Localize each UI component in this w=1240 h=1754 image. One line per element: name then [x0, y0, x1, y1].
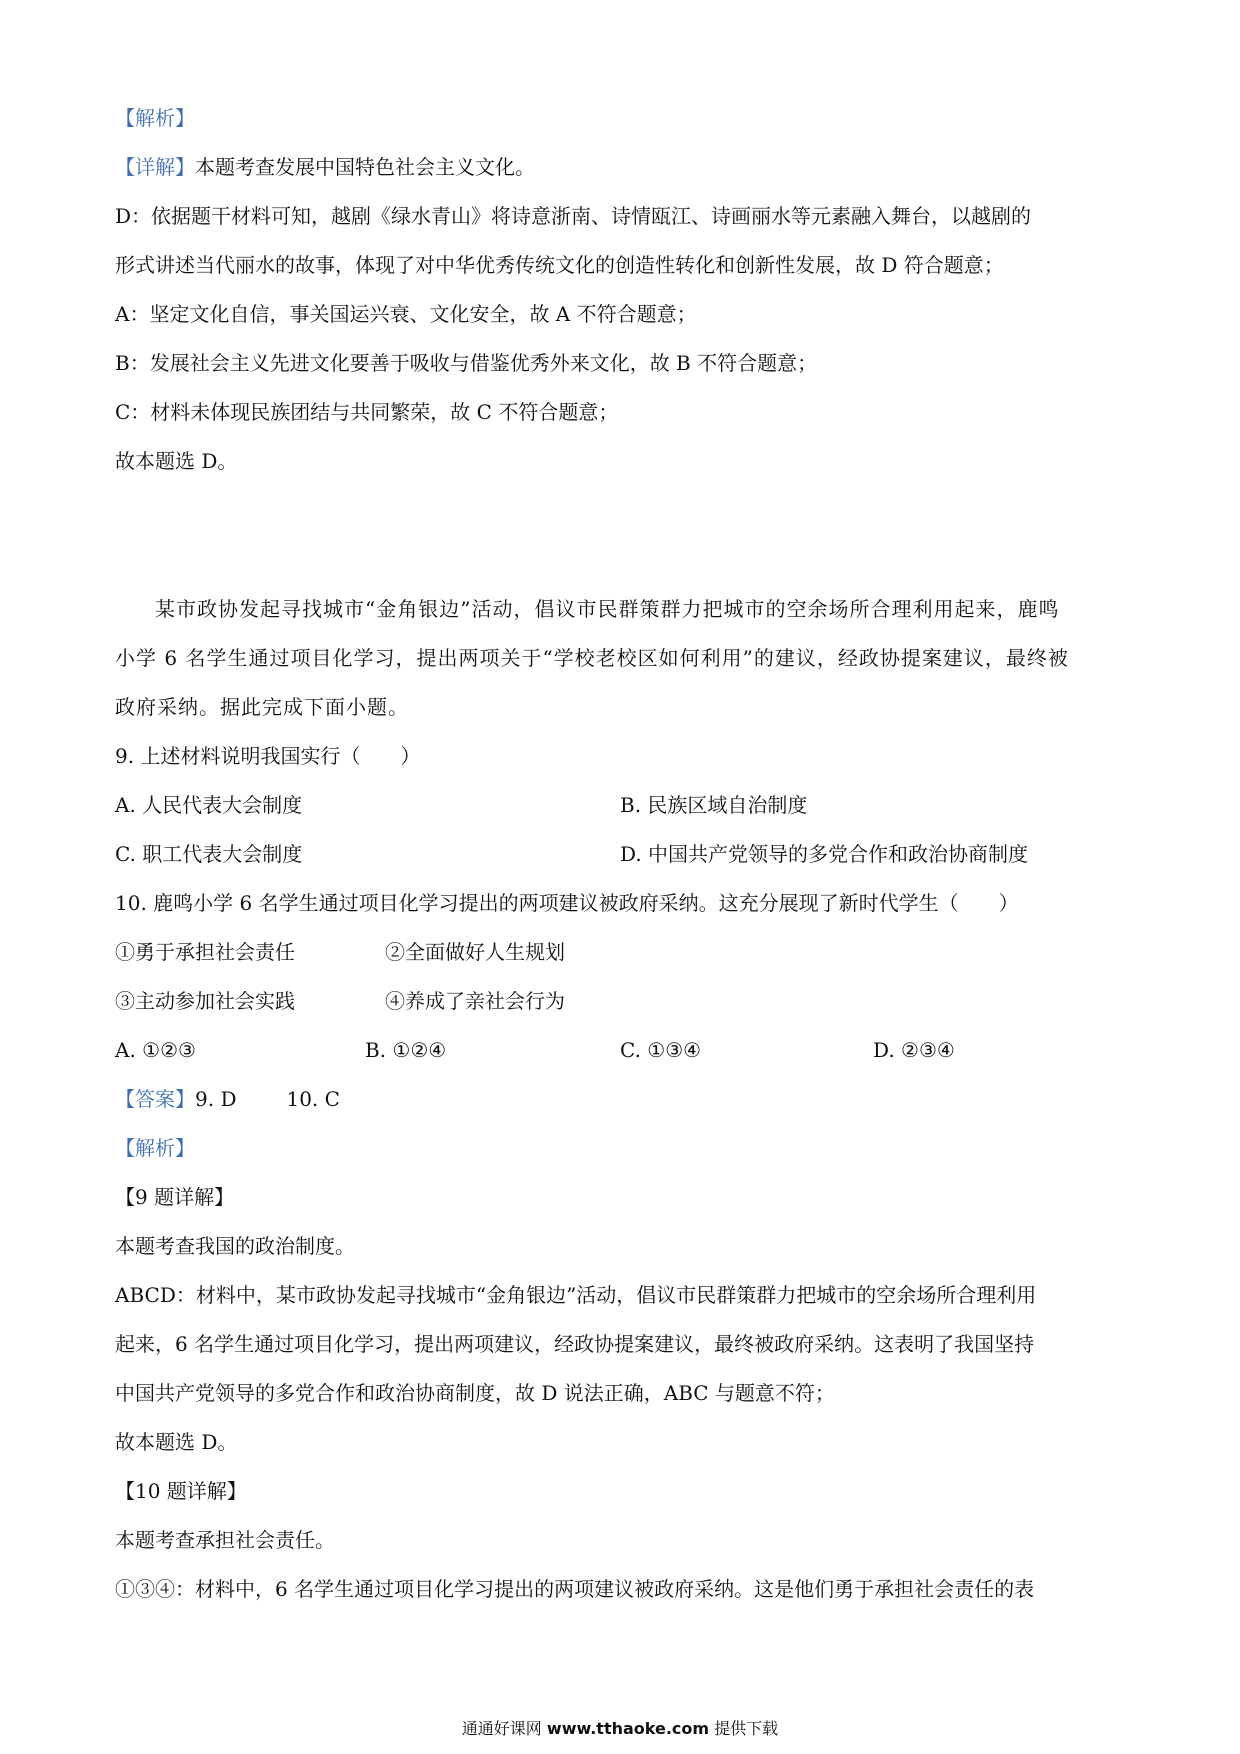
q9-topic: 本题考查我国的政治制度。 — [115, 1234, 355, 1258]
q10-topic: 本题考查承担社会责任。 — [115, 1528, 335, 1552]
q10-option-b: B. ①②④ — [365, 1038, 447, 1062]
q9-conclusion: 故本题选 D。 — [115, 1430, 238, 1454]
option-a-explanation: A：坚定文化自信，事关国运兴衰、文化安全，故 A 不符合题意； — [115, 302, 697, 326]
q10-item-3: ③主动参加社会实践 — [115, 989, 295, 1013]
q10-item-1: ①勇于承担社会责任 — [115, 940, 295, 964]
material-line2: 小学 6 名学生通过项目化学习，提出两项关于“学校老校区如何利用”的建议，经政协提案建议，最终被 — [115, 646, 1069, 670]
footer-site-name: 通通好课网 — [461, 1719, 542, 1738]
option-b-explanation: B：发展社会主义先进文化要善于吸收与借鉴优秀外来文化，故 B 不符合题意； — [115, 351, 818, 375]
q10-option-a: A. ①②③ — [115, 1038, 196, 1062]
q9-explanation-line2: 起来，6 名学生通过项目化学习，提出两项建议，经政协提案建议，最终被政府采纳。这表明了我国坚持 — [115, 1332, 1035, 1356]
footer-suffix: 提供下载 — [714, 1719, 779, 1738]
q9-option-d: D. 中国共产党领导的多党合作和政治协商制度 — [620, 842, 1029, 866]
option-d-explanation-line1: D：依据题干材料可知，越剧《绿水青山》将诗意浙南、诗情瓯江、诗画丽水等元素融入舞台，以越剧的 — [115, 204, 1032, 228]
analysis-label-2: 【解析】 — [115, 1136, 195, 1160]
q9-option-b: B. 民族区域自治制度 — [620, 793, 808, 817]
detail-paragraph — [115, 153, 535, 181]
material-line3: 政府采纳。据此完成下面小题。 — [115, 695, 409, 719]
q10-detail-label: 【10 题详解】 — [115, 1479, 247, 1503]
q9-detail-label: 【9 题详解】 — [115, 1185, 235, 1209]
q10-option-c: C. ①③④ — [620, 1038, 702, 1062]
detail-text: 本题考查发展中国特色社会主义文化。 — [195, 155, 535, 179]
answer-line — [115, 1085, 340, 1113]
q9-option-a: A. 人民代表大会制度 — [115, 793, 303, 817]
option-c-explanation: C：材料未体现民族团结与共同繁荣，故 C 不符合题意； — [115, 400, 619, 424]
q10-item-4: ④养成了亲社会行为 — [385, 989, 565, 1013]
option-d-explanation-line2: 形式讲述当代丽水的故事，体现了对中华优秀传统文化的创造性转化和创新性发展，故 D 符合题意； — [115, 253, 1004, 277]
analysis-label: 【解析】 — [115, 106, 195, 130]
q10-item-2: ②全面做好人生规划 — [385, 940, 565, 964]
answer-label: 【答案】 — [115, 1087, 195, 1111]
page-footer — [0, 1718, 1240, 1740]
conclusion: 故本题选 D。 — [115, 449, 238, 473]
q9-explanation-line3: 中国共产党领导的多党合作和政治协商制度，故 D 说法正确，ABC 与题意不符； — [115, 1381, 835, 1405]
answer-9: 9. D — [195, 1087, 237, 1111]
q10-explanation-line1: ①③④：材料中，6 名学生通过项目化学习提出的两项建议被政府采纳。这是他们勇于承担社会责任的表 — [115, 1577, 1035, 1601]
question-9-stem: 9. 上述材料说明我国实行（ ） — [115, 744, 421, 768]
answer-10: 10. C — [286, 1087, 340, 1111]
q9-explanation-line1: ABCD：材料中，某市政协发起寻找城市“金角银边”活动，倡议市民群策群力把城市的空余场所合理利用 — [115, 1283, 1037, 1307]
footer-url[interactable]: www.tthaoke.com — [546, 1719, 710, 1738]
material-line1: 某市政协发起寻找城市“金角银边”活动，倡议市民群策群力把城市的空余场所合理利用起来，鹿鸣 — [155, 597, 1060, 621]
detail-label: 【详解】 — [115, 155, 195, 179]
q10-option-d: D. ②③④ — [873, 1038, 955, 1062]
question-10-stem: 10. 鹿鸣小学 6 名学生通过项目化学习提出的两项建议被政府采纳。这充分展现了新时代学生（ ） — [115, 891, 1019, 915]
q9-option-c: C. 职工代表大会制度 — [115, 842, 303, 866]
